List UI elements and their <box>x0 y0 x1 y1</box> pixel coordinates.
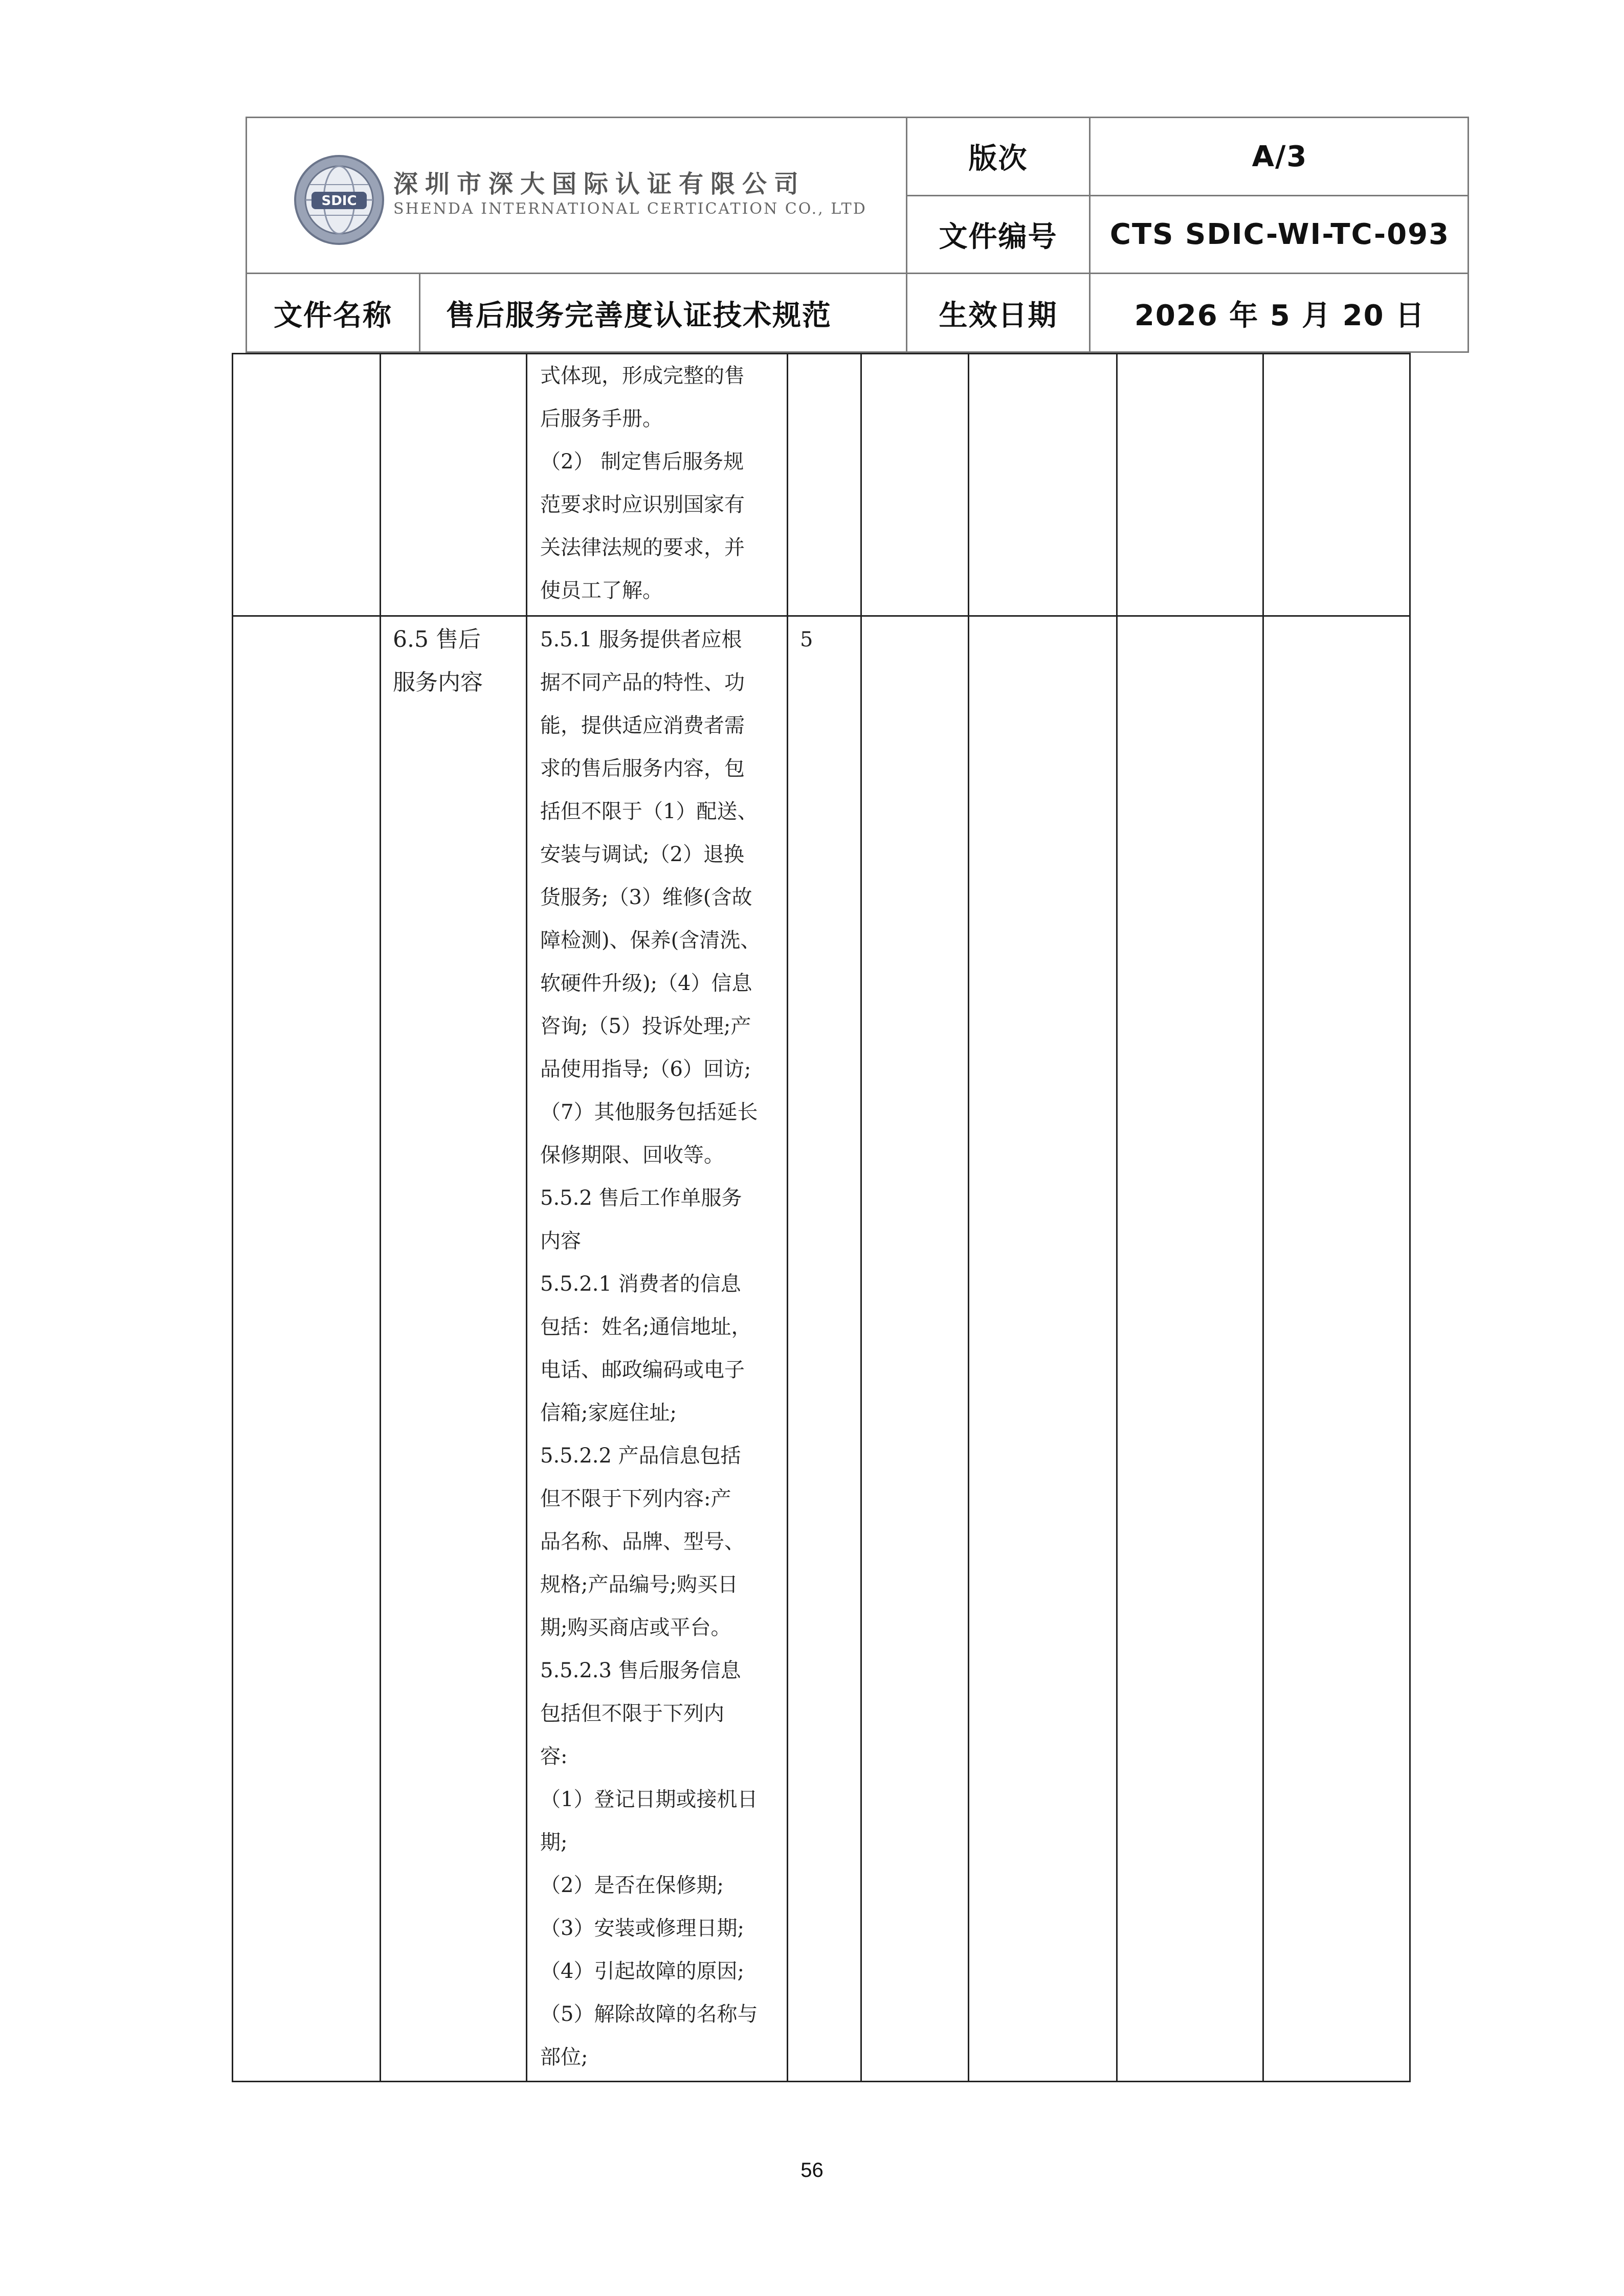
requirements-table <box>232 353 1411 2082</box>
table-text-line: 信箱;家庭住址; <box>540 1401 677 1425</box>
column-divider <box>787 354 788 2081</box>
sdic-globe-icon <box>293 154 385 246</box>
table-text-line: 包括：姓名;通信地址， <box>540 1315 752 1339</box>
table-text-line: 据不同产品的特性、功 <box>540 671 745 694</box>
svg-text:SDIC: SDIC <box>321 193 357 209</box>
table-text-line: 关法律法规的要求，并 <box>540 536 745 559</box>
table-text-line: 咨询;（5）投诉处理;产 <box>540 1015 751 1038</box>
row2-clause <box>393 618 521 704</box>
table-text-line: 障检测)、保养(含清洗、 <box>540 929 761 952</box>
table-text-line: （3）安装或修理日期; <box>540 1917 744 1940</box>
document-header <box>246 117 1469 353</box>
table-text-line: （7）其他服务包括延长 <box>540 1100 758 1124</box>
effective-date-value: 2026 年 5 月 20 日 <box>1134 299 1426 332</box>
column-divider <box>1262 354 1264 2081</box>
column-divider <box>968 354 969 2081</box>
company-name-cn: 深圳市深大国际认证有限公司 <box>393 170 806 198</box>
company-logo <box>293 154 867 246</box>
row-divider <box>233 615 1409 617</box>
table-text-line: 部位; <box>540 2045 588 2069</box>
row2-score: 5 <box>800 628 813 651</box>
table-text-line: （4）引起故障的原因; <box>540 1960 744 1983</box>
table-text-line: （2）是否在保修期; <box>540 1874 724 1897</box>
row2-content <box>540 618 781 2079</box>
version-value: A/3 <box>1252 140 1308 173</box>
table-text-line: 5.5.1 服务提供者应根 <box>540 628 742 651</box>
table-text-line: 容: <box>540 1745 568 1768</box>
company-name-en: SHENDA INTERNATIONAL CERTICATION CO., LTD <box>393 200 867 218</box>
page-number: 56 <box>800 2159 824 2181</box>
table-text-line: 品名称、品牌、型号、 <box>540 1530 745 1554</box>
table-text-line: 式体现，形成完整的售 <box>540 364 745 388</box>
table-text-line: 货服务;（3）维修(含故 <box>540 886 752 909</box>
table-text-line: 保修期限、回收等。 <box>540 1143 724 1167</box>
column-divider <box>526 354 527 2081</box>
table-text-line: 包括但不限于下列内 <box>540 1702 724 1725</box>
table-text-line: 5.5.2.1 消费者的信息 <box>540 1272 741 1296</box>
clause-title-line: 服务内容 <box>393 669 483 695</box>
doc-name-label: 文件名称 <box>274 299 392 332</box>
column-divider <box>860 354 862 2081</box>
table-text-line: 期; <box>540 1831 568 1854</box>
table-text-line: 范要求时应识别国家有 <box>540 493 745 516</box>
table-text-line: 内容 <box>540 1229 581 1253</box>
table-text-line: 求的售后服务内容，包 <box>540 757 745 780</box>
table-text-line: 后服务手册。 <box>540 407 663 431</box>
effective-date-label: 生效日期 <box>939 299 1058 332</box>
table-text-line: 期;购买商店或平台。 <box>540 1616 731 1639</box>
table-text-line: 电话、邮政编码或电子 <box>540 1358 745 1382</box>
doc-number-value: CTS SDIC-WI-TC-093 <box>1109 218 1450 251</box>
doc-name-value: 售后服务完善度认证技术规范 <box>446 299 832 332</box>
column-divider <box>380 354 381 2081</box>
table-text-line: 品使用指导;（6）回访; <box>540 1057 751 1081</box>
table-text-line: 软硬件升级);（4）信息 <box>540 972 752 995</box>
table-text-line: 5.5.2.3 售后服务信息 <box>540 1659 741 1682</box>
table-text-line: 但不限于下列内容:产 <box>540 1487 731 1511</box>
clause-title-line: 6.5 售后 <box>393 626 481 652</box>
table-text-line: 使员工了解。 <box>540 579 663 602</box>
column-divider <box>1116 354 1118 2081</box>
table-text-line: 规格;产品编号;购买日 <box>540 1573 738 1596</box>
table-text-line: 能，提供适应消费者需 <box>540 714 745 737</box>
doc-number-label: 文件编号 <box>939 220 1058 254</box>
version-label: 版次 <box>968 142 1028 175</box>
table-text-line: （2） 制定售后服务规 <box>540 450 744 474</box>
table-text-line: （5）解除故障的名称与 <box>540 2002 758 2026</box>
table-text-line: 括但不限于（1）配送、 <box>540 800 758 823</box>
table-text-line: 5.5.2 售后工作单服务 <box>540 1186 742 1210</box>
table-text-line: 安装与调试;（2）退换 <box>540 843 744 866</box>
table-text-line: （1）登记日期或接机日 <box>540 1788 758 1811</box>
row1-content <box>540 354 781 612</box>
table-text-line: 5.5.2.2 产品信息包括 <box>540 1444 741 1468</box>
